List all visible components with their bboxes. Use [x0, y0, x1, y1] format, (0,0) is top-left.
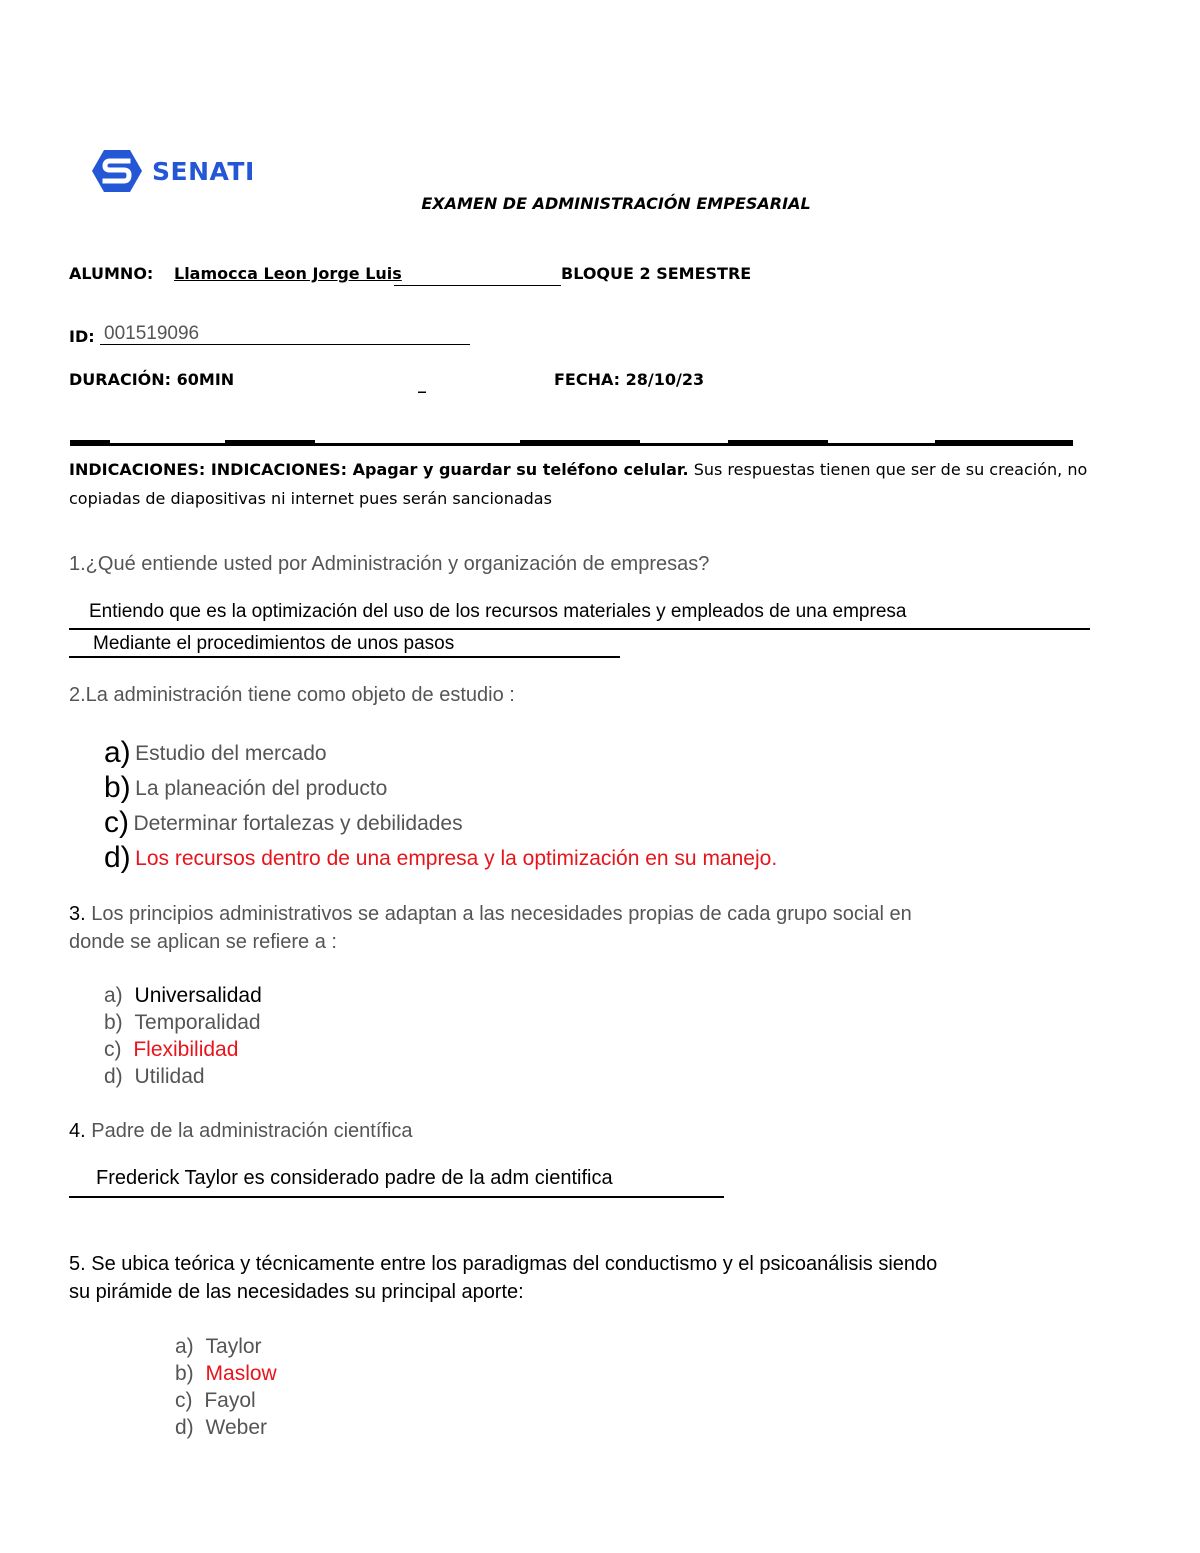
q5-number: 5. [69, 1253, 86, 1275]
q5-option-c [175, 1389, 256, 1413]
q3-option-d [104, 1065, 205, 1089]
q2-option-text-selected: Los recursos dentro de una empresa y la optimización en su manejo. [135, 847, 778, 870]
q3-option-text: Temporalidad [134, 1011, 261, 1034]
q1-answer-underline1 [69, 628, 1090, 630]
q3-option-text-selected: Flexibilidad [133, 1038, 239, 1061]
q2-option-letter: c) [104, 806, 129, 839]
id-label: ID: [69, 327, 95, 346]
alumno-label: ALUMNO: [69, 264, 154, 283]
q2-option-d [104, 841, 777, 875]
q5-option-text-selected: Maslow [205, 1362, 277, 1385]
q3-question-line1 [69, 903, 912, 926]
q4-answer: Frederick Taylor es considerado padre de la adm cientifica [96, 1167, 613, 1189]
q2-option-c [104, 806, 463, 840]
q5-option-letter: c) [175, 1389, 193, 1412]
q4-text: Padre de la administración científica [85, 1120, 413, 1142]
indicaciones-line2: copiadas de diapositivas ni internet pues serán sancionadas [69, 489, 552, 508]
q3-option-letter: a) [104, 984, 123, 1007]
alumno-value: Llamocca Leon Jorge Luis [174, 264, 402, 283]
q3-option-text: Utilidad [134, 1065, 205, 1088]
q5-option-letter: b) [175, 1362, 194, 1385]
q5-option-a [175, 1335, 262, 1359]
q1-question: 1.¿Qué entiende usted por Administración y organización de empresas? [69, 553, 710, 575]
q5-option-text: Fayol [204, 1389, 256, 1412]
q5-option-text: Taylor [205, 1335, 262, 1358]
senati-logo [92, 147, 255, 195]
q2-option-text: La planeación del producto [135, 777, 388, 800]
q3-option-letter: d) [104, 1065, 123, 1088]
q5-option-letter: d) [175, 1416, 194, 1439]
q2-option-letter: a) [104, 736, 131, 769]
q3-option-a [104, 984, 262, 1008]
senati-s-icon [92, 148, 142, 194]
indicaciones-line1 [69, 460, 1087, 479]
fecha-label: FECHA: 28/10/23 [554, 370, 705, 389]
id-underline [100, 344, 470, 345]
q5-option-text: Weber [205, 1416, 268, 1439]
q3-option-letter: c) [104, 1038, 122, 1061]
q5-text: Se ubica teórica y técnicamente entre los paradigmas del conductismo y el psicoanálisis siendo [85, 1253, 938, 1275]
q3-question-line2: donde se aplican se refiere a : [69, 931, 337, 953]
q5-option-d [175, 1416, 267, 1440]
q3-option-letter: b) [104, 1011, 123, 1034]
q3-option-c [104, 1038, 238, 1062]
id-value: 001519096 [104, 323, 200, 344]
q5-option-b [175, 1362, 277, 1386]
separator-line [70, 440, 1073, 446]
duracion-label: DURACIÓN: 60MIN [69, 370, 235, 389]
q3-option-b [104, 1011, 261, 1035]
q2-option-a [104, 736, 327, 770]
q2-option-text: Determinar fortalezas y debilidades [133, 812, 463, 835]
q2-option-letter: b) [104, 771, 131, 804]
alumno-underline [394, 285, 561, 286]
q4-question [69, 1120, 413, 1143]
q4-number: 4. [69, 1120, 86, 1142]
q3-option-text: Universalidad [134, 984, 262, 1007]
indicaciones-bold: INDICACIONES: INDICACIONES: Apagar y guardar su teléfono celular. [69, 460, 689, 479]
q5-question-line2: su pirámide de las necesidades su principal aporte: [69, 1281, 524, 1303]
q2-option-letter: d) [104, 841, 131, 874]
q4-answer-underline [69, 1196, 724, 1198]
indicaciones-normal: Sus respuestas tienen que ser de su creación, no [688, 460, 1088, 479]
q5-question-line1 [69, 1253, 937, 1276]
q1-answer-line1: Entiendo que es la optimización del uso de los recursos materiales y empleados de una empresa [89, 601, 907, 622]
q1-answer-underline2 [69, 656, 620, 658]
dash-mark: _ [418, 374, 426, 393]
q3-text: Los principios administrativos se adaptan a las necesidades propias de cada grupo social en [85, 903, 912, 925]
q2-option-b [104, 771, 387, 805]
logo-text: SENATI [152, 156, 255, 186]
exam-title: EXAMEN DE ADMINISTRACIÓN EMPESARIAL [421, 194, 811, 213]
q2-question: 2.La administración tiene como objeto de estudio : [69, 684, 515, 706]
q1-answer-line2: Mediante el procedimientos de unos pasos [93, 633, 455, 654]
q3-number: 3. [69, 903, 86, 925]
q2-option-text: Estudio del mercado [135, 742, 327, 765]
q5-option-letter: a) [175, 1335, 194, 1358]
bloque-label: BLOQUE 2 SEMESTRE [561, 264, 752, 283]
